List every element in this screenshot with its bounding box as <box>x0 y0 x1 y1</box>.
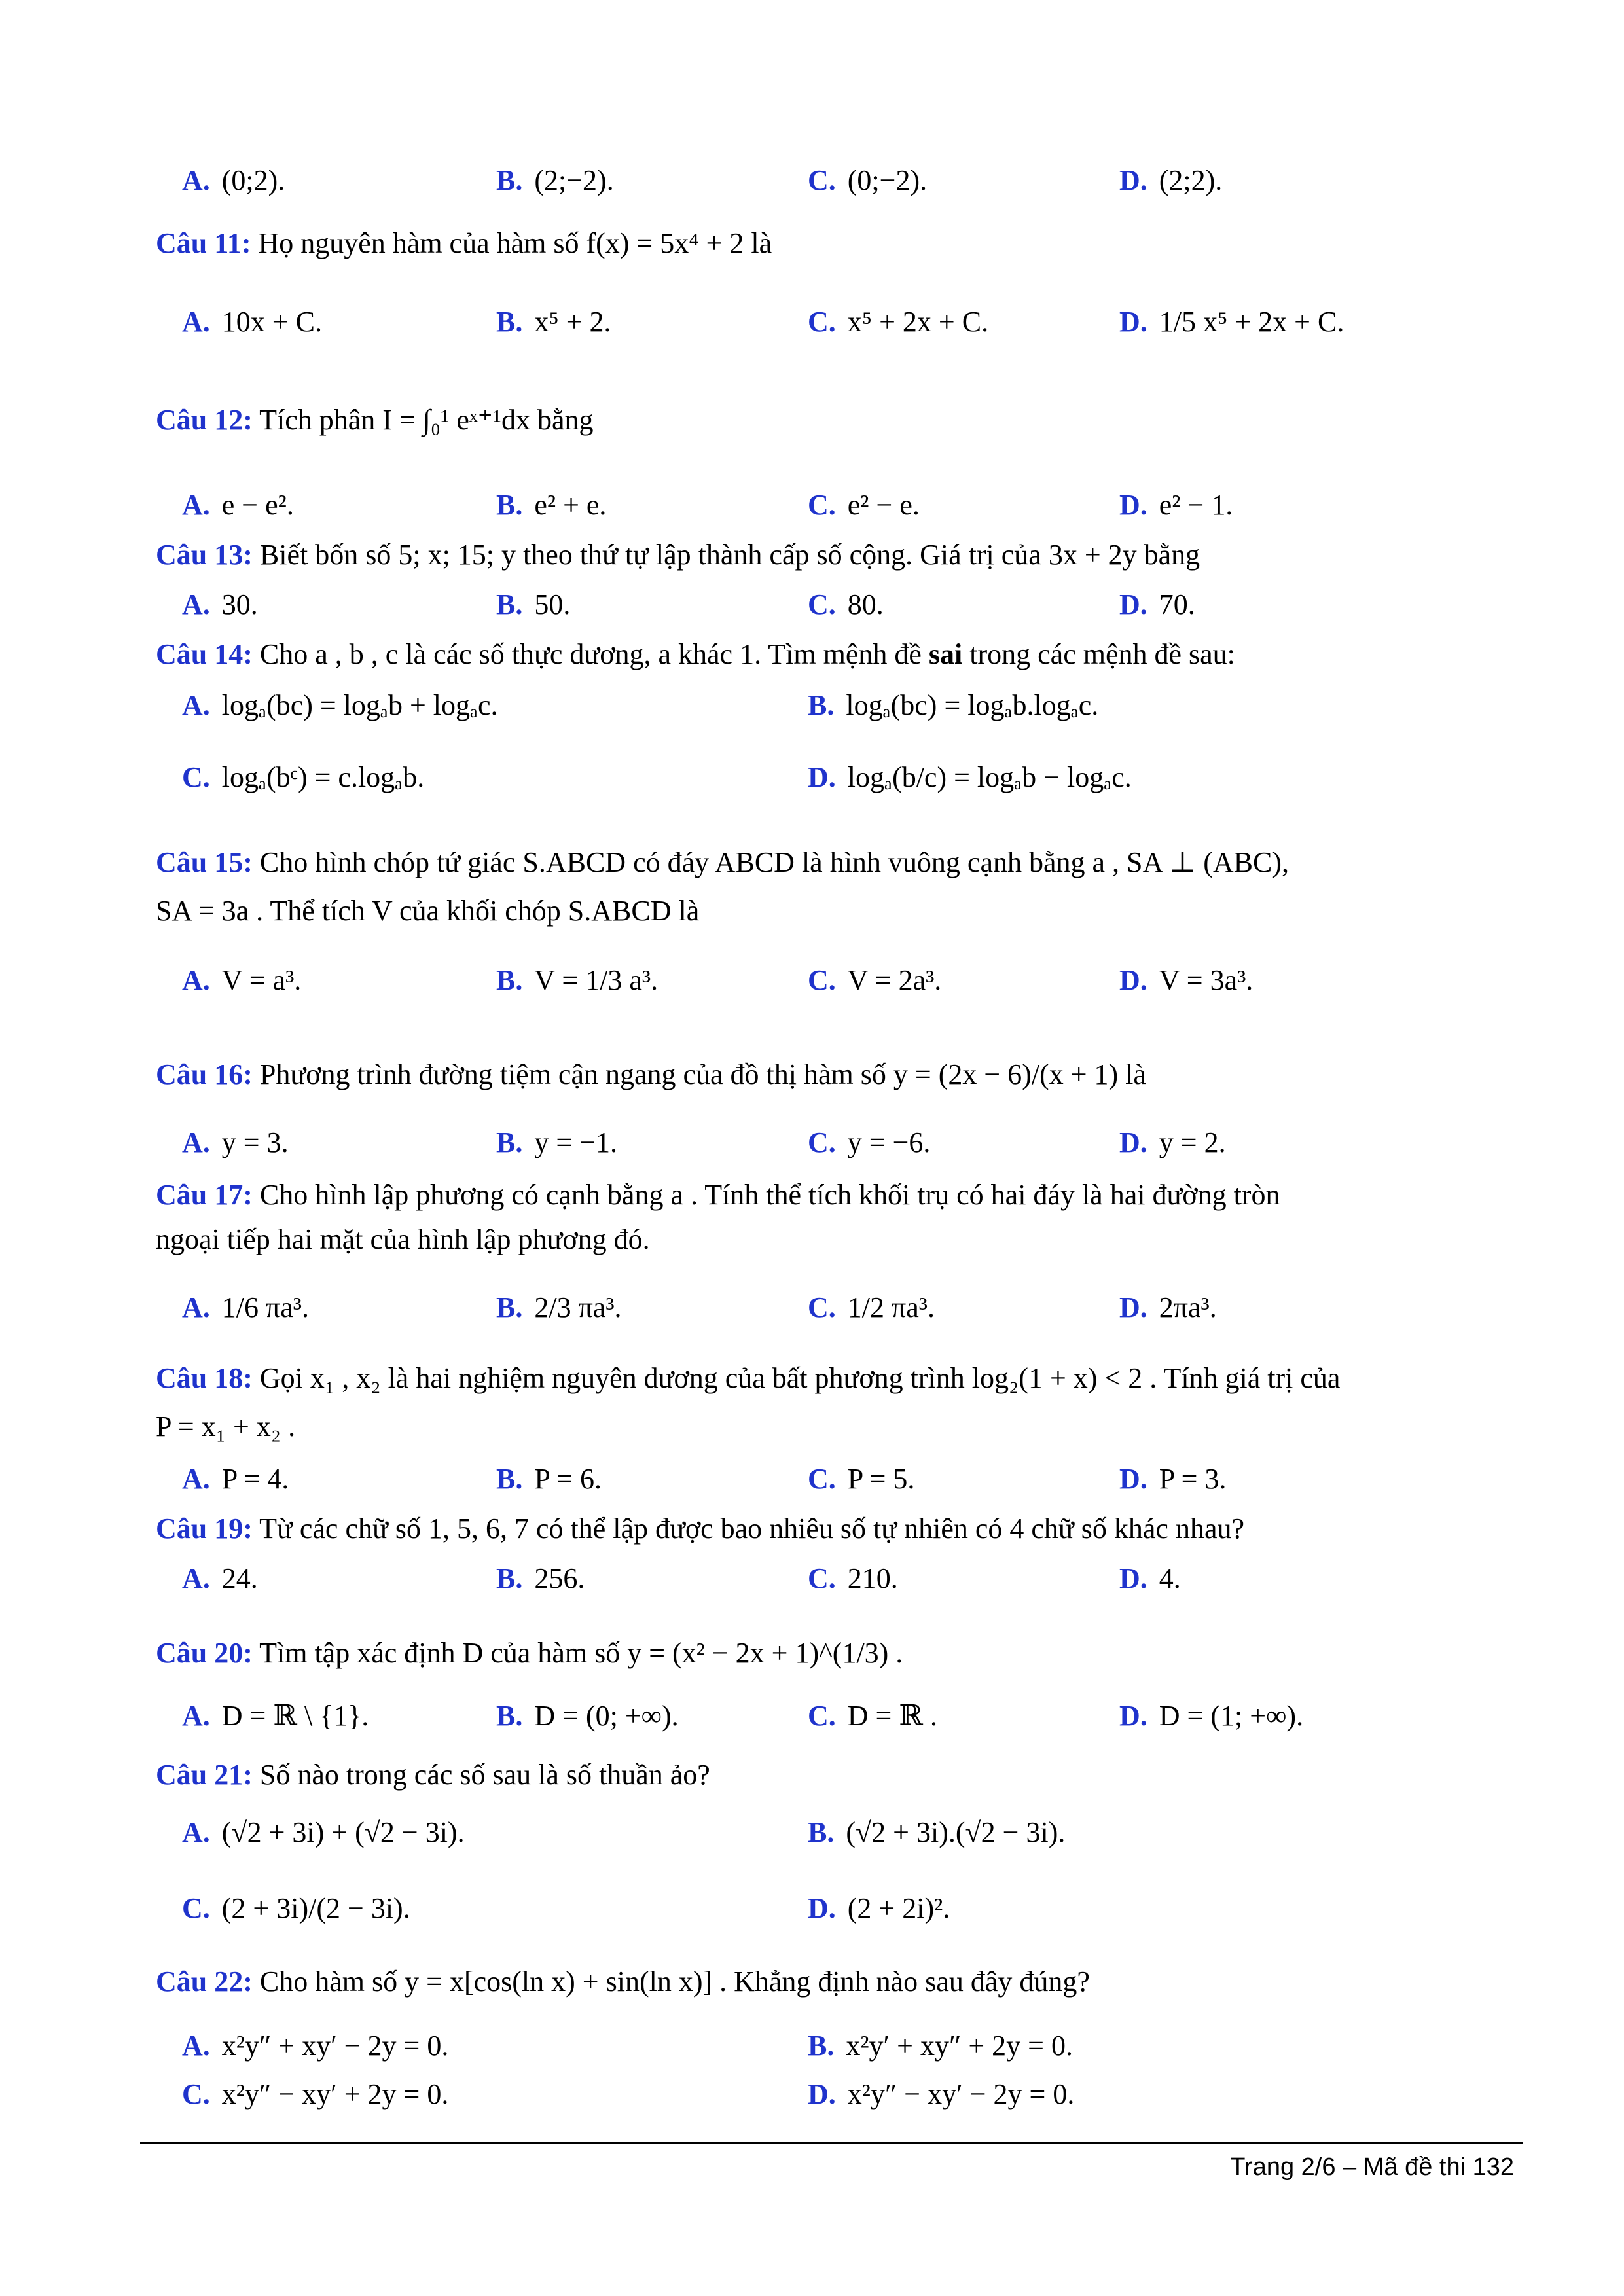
footer-divider <box>140 2142 1523 2144</box>
q10-option-a: A. (0;2). <box>182 164 285 196</box>
exam-page: A. (0;2). B. (2;−2). C. (0;−2). D. (2;2). Câu 11: Họ nguyên hàm của hàm số f(x) = 5x⁴ + 2 là A. 10x + C. B. x⁵ + 2. C. x⁵ + 2x + C. D. 1/5 x⁵ + 2x + C. Câu 12: Tích phân I = ∫₀¹ eˣ⁺¹dx bằng A. e − e². B. e² + e. C. e² − e. D. e² − 1. Câu 13: Biết bốn số 5; x; 15; y theo thứ tự lập thành cấp số cộng. Giá trị của 3x + 2y bằng A. 30. B. 50. C. 80. D. 70. Câu 14: Cho a , b , c là các số thực dương, a khác 1. Tìm mệnh đề sai trong các mệnh đề sau: A. logₐ(bc) = logₐb + logₐc. B. logₐ(bc) = logₐb.logₐc. C. logₐ(bᶜ) = c.logₐb. D. logₐ(b/c) = logₐb − logₐc. Câu 15: Cho hình chóp tứ giác S.ABCD có đáy ABCD là hình vuông cạnh bằng a , SA ⊥ (ABC), SA = 3a . Thể tích V của khối chóp S.ABCD là A. V = a³. B. V = 1/3 a³. C. V = 2a³. D. V = 3a³. Câu 16: Phương trình đường tiệm cận ngang của đồ thị hàm số y = (2x − 6)/(x + 1) là A. y = 3. B. y = −1. C. y = −6. D. y = 2. Câu 17: Cho hình lập phương có cạnh bằng a . Tính thể tích khối trụ có hai đáy là hai đường tròn ngoại tiếp hai mặt của hình lập phương đó. A. 1/6 πa³. B. 2/3 πa³. C. 1/2 πa³. D. 2πa³. Câu 18: Gọi x₁ , x₂ là hai nghiệm nguyên dương của bất phương trình log₂(1 + x) < 2 . Tính giá trị của P = x₁ + x₂ . A. P = 4. B. P = 6. C. P = 5. D. P = 3. Câu 19: Từ các chữ số 1, 5, 6, 7 có thể lập được bao nhiêu số tự nhiên có 4 chữ số khác nhau? A. 24. B. 256. C. 210. D. 4. Câu 20: Tìm tập xác định D của hàm số y = (x² − 2x + 1)^(1/3) . A. D = ℝ \ {1}. B. D = (0; +∞). C. D = ℝ . D. D = (1; +∞). Câu 21: Số nào trong các số sau là số thuần ảo? A. (√2 + 3i) + (√2 − 3i). B. (√2 + 3i).(√2 − 3i). C. (2 + 3i)/(2 − 3i). D. (2 + 2i)². Câu 22: Cho hàm số y = x[cos(ln x) + sin(ln x)] . Khẳng định nào sau đây đúng? A. x²y″ + xy′ − 2y = 0. B. x²y′ + xy″ + 2y = 0. C. x²y″ − xy′ + 2y = 0. D. x²y″ − xy′ − 2y = 0. Trang 2/6 – Mã đề thi 132 <box>0 0 1624 2296</box>
q10-option-d: D. (2;2). <box>1119 164 1223 196</box>
page-footer: Trang 2/6 – Mã đề thi 132 <box>1230 2153 1514 2181</box>
q10-option-c: C. (0;−2). <box>808 164 928 196</box>
q10-option-b: B. (2;−2). <box>496 164 614 196</box>
